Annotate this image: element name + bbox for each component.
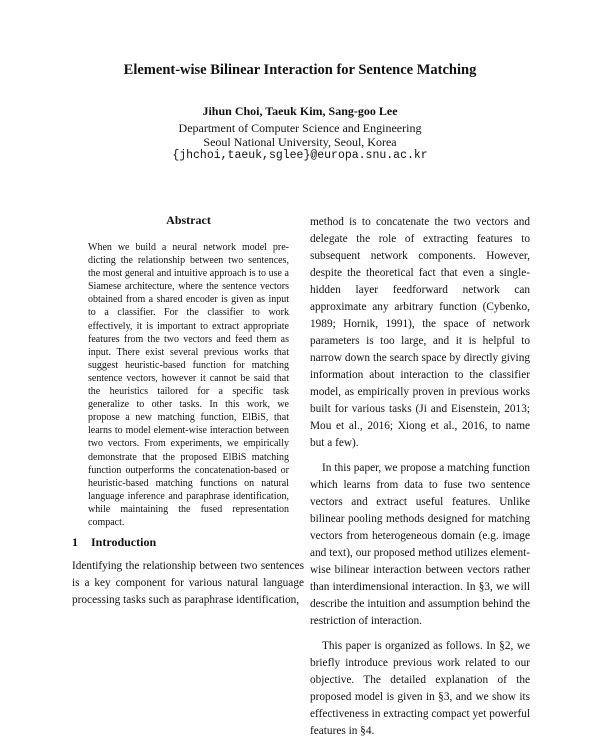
university: Seoul National University, Seoul, Korea bbox=[203, 135, 397, 149]
department: Department of Computer Science and Engineering bbox=[178, 121, 422, 135]
paragraph: In this paper, we propose a matching function which learns from data to fuse two sentence vectors and extract useful features. Unlike bilinear pooling methods designed for matching vectors from heterogeneous domain (e.g. image and text), our proposed method utilizes element-wise bilinear interaction between vectors rather than interdimensional interaction. In §3, we will describe the intuition and assumption behind the restriction of interaction. bbox=[310, 462, 530, 627]
abstract-text: When we build a neural network model predicting the relationship between two sentences, the most general and intuitive approach is to use a Siamese architecture, where the sentence vectors obtained from a shared encoder is given as input to a classifier. For the classifier to work effectively, it is important to extract appropriate features from the two vectors and feed them as input. There exist several previous works that suggest heuristic-based function for matching sentence vectors, however it cannot be said that the heuristics tailored for a specific task generalize to other tasks. In this work, we propose a new matching function, ElBiS, that learns to model element-wise interaction between two vectors. From experiments, we empirically demonstrate that the proposed ElBiS matching function outperforms the concatenation-based or heuristic-based matching functions on natural language inference and paraphrase identification, while maintaining the fused representation compact. bbox=[88, 242, 289, 528]
author-emails: {jhchoi,taeuk,sglee}@europa.snu.ac.kr bbox=[172, 149, 428, 162]
paragraph: This paper is organized as follows. In §2, we briefly introduce previous work related to our objective. The detailed explanation of the proposed model is given in §3, and we show its effectiveness in extracting compact yet powerful features in §4. bbox=[310, 640, 530, 737]
author-list: Jihun Choi, Taeuk Kim, Sang-goo Lee bbox=[202, 104, 398, 118]
section-title: Introduction bbox=[91, 535, 157, 549]
paragraph: method is to concatenate the two vectors and delegate the role of extracting features to subsequent network components. However, despite the theoretical fact that even a single-hidden layer feedforward network can approximate any arbitrary function (Cybenko, 1989; Hornik, 1991), the space of network parameters is too large, and it is helpful to narrow down the search space by directly giving information about interaction to the classifier model, as empirically proven in previous works built for various tasks (Ji and Eisenstein, 2013; Mou et al., 2016; Xiong et al., 2016, to name but a few). bbox=[310, 216, 530, 449]
introduction-text: Identifying the relationship between two sentences is a key component for various natural language processing tasks such as paraphrase identification, bbox=[72, 560, 304, 606]
paper-title: Element-wise Bilinear Interaction for Sentence Matching bbox=[123, 62, 477, 78]
abstract-heading: Abstract bbox=[166, 213, 211, 227]
section-heading-introduction bbox=[72, 535, 302, 550]
right-column bbox=[310, 214, 530, 740]
section-number: 1 bbox=[72, 535, 78, 549]
